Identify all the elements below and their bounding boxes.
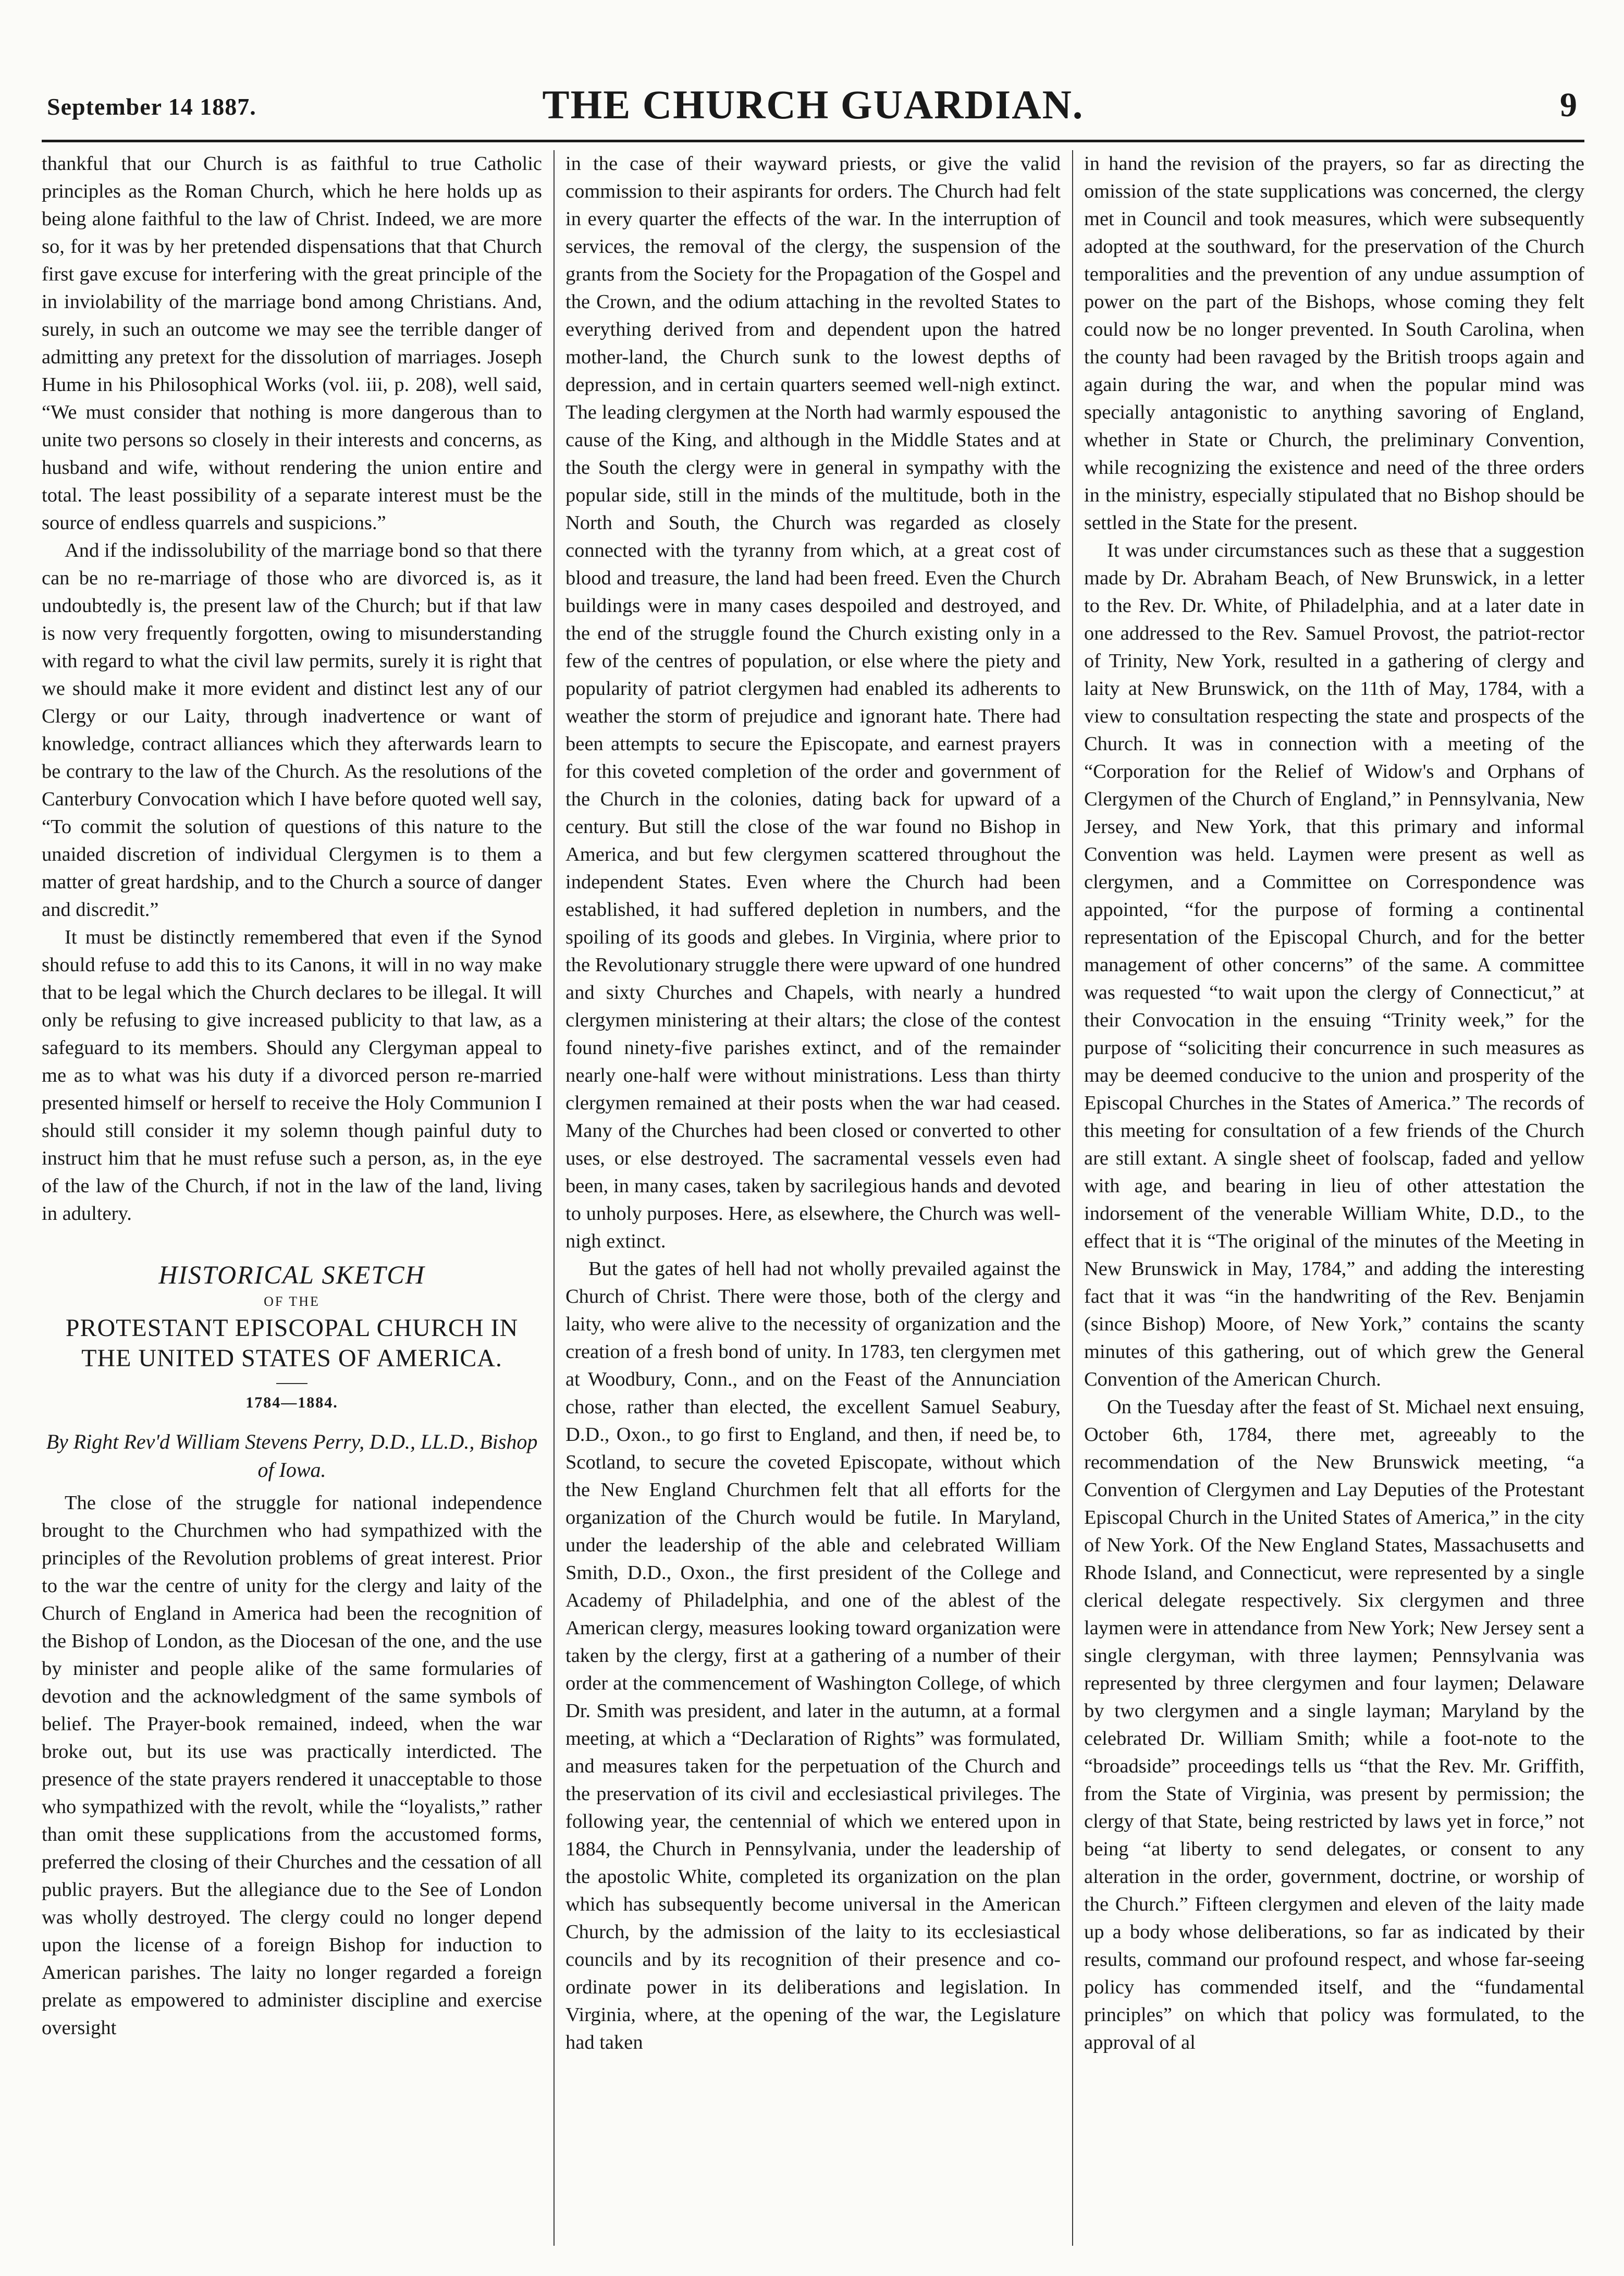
- sketch-heading: PROTESTANT EPISCOPAL CHURCH IN THE UNITED STATES OF AMERICA.: [65, 1314, 519, 1372]
- paragraph: in hand the revision of the prayers, so far as directing the omission of the state supplications was concerned, the clergy met in Council and took measures, which were subsequently adopted at the southward, for the preservation of the Church temporalities and the prevention of any undue assumption of power on the part of the Bishops, whose coming they felt could now be no longer prevented. In South Carolina, when the county had been ravaged by the British troops again and again during the war, and when the popular mind was specially antagonistic to anything savoring of England, whether in State or Church, the preliminary Convention, while recognizing the existence and need of the three orders in the ministry, especially stipulated that no Bishop should be settled in the State for the present.: [1084, 153, 1584, 534]
- sketch-years: 1784—1884.: [245, 1394, 338, 1411]
- column-divider: [1072, 150, 1073, 2246]
- column-1: [42, 150, 542, 2246]
- paragraph: It was under circumstances such as these that a suggestion made by Dr. Abraham Beach, of New Brunswick, in a letter to the Rev. Dr. White, of Philadelphia, and at a later date in one addressed to the Rev. Samuel Provost, the patriot-rector of Trinity, New York, resulted in a gathering of clergy and laity at New Brunswick, on the 11th of May, 1784, with a view to consultation respecting the state and prospects of the Church. It was in connection with a meeting of the “Corporation for the Relief of Widow's and Orphans of Clergymen of the Church of England,” in Pennsylvania, New Jersey, and New York, that this primary and informal Convention was held. Laymen were present as well as clergymen, and a Committee on Correspondence was appointed, “for the purpose of forming a continental representation of the Episcopal Church, and for the better management of other concerns” of the same. A committee was requested “to wait upon the clergy of Connecticut,” at their Convocation in the ensuing “Trinity week,” for the purpose of “soliciting their concurrence in such measures as may be deemed conducive to the union and prosperity of the Episcopal Churches in the States of America.” The records of this meeting for consultation of a few friends of the Church are still extant. A single sheet of foolscap, faded and yellow with age, and bearing in lieu of other attestation the indorsement of the venerable William White, D.D., to the effect that it is “The original of the minutes of the Meeting in New Brunswick in May, 1784,” and adding the interesting fact that it was “in the handwriting of the Rev. Benjamin (since Bishop) Moore, of New York,” contains the scanty minutes of this gathering, out of which grew the General Convention of the American Church.: [1084, 540, 1584, 1390]
- paragraph: On the Tuesday after the feast of St. Michael next ensuing, October 6th, 1784, there met, agreeably to the recommendation of the New Brunswick meeting, “a Convention of Clergymen and Lay Deputies of the Protestant Episcopal Church in the United States of America,” in the city of New York. Of the New England States, Massachusetts and Rhode Island, and Connecticut, were represented by a single clerical delegate respectively. Six clergymen and three laymen were in attendance from New York; New Jersey sent a single clergyman, with three laymen; Pennsylvania was represented by three clergymen and four laymen; Delaware by two clergymen and a single layman; Maryland by the celebrated Dr. William Smith; while a foot-note to the “broadside” proceedings tells us “that the Rev. Mr. Griffith, from the State of Virginia, was present by permission; the clergy of that State, being restricted by laws yet in force,” not being “at liberty to send delegates, or consent to any alteration in the order, government, doctrine, or worship of the Church.” Fifteen clergymen and eleven of the laity made up a body whose deliberations, so far as indicated by their results, command our profound respect, and whose far-seeing policy has commended itself, and the “fundamental principles” on which that policy was formulated, to the approval of al: [1084, 1396, 1584, 2053]
- sketch-of-the: OF THE: [264, 1294, 320, 1309]
- paragraph: thankful that our Church is as faithful to true Catholic principles as the Roman Church, which he here holds up as being alone faithful to the law of Christ. Indeed, we are more so, for it was by her pretended dispensations that that Church first gave excuse for interfering with the great principle of the in inviolability of the marriage bond among Christians. And, surely, in such an outcome we may see the terrible danger of admitting any pretext for the dissolution of marriages. Joseph Hume in his Philosophical Works (vol. iii, p. 208), well said, “We must consider that nothing is more dangerous than to unite two persons so closely in their interests and concerns, as husband and wife, without rendering the union entire and total. The least possibility of a separate interest must be the source of endless quarrels and suspicions.”: [42, 153, 542, 534]
- heading-divider: [276, 1383, 307, 1384]
- paragraph: But the gates of hell had not wholly prevailed against the Church of Christ. There were those, both of the clergy and laity, who were alive to the necessity of organization and the creation of a fresh bond of unity. In 1783, ten clergymen met at Woodbury, Conn., and on the Feast of the Annunciation chose, rather than elected, the excellent Samuel Seabury, D.D., Oxon., to go first to England, and then, if need be, to Scotland, to secure the coveted Episcopate, without which the New England Churchmen felt that all efforts for the organization of the Church would be futile. In Maryland, under the leadership of the able and celebrated William Smith, D.D., Oxon., the first president of the College and Academy of Philadelphia, and one of the ablest of the American clergy, measures looking toward organization were taken by the clergy, first at a gathering of a number of their order at the commencement of Washington College, of which Dr. Smith was president, and later in the autumn, at a formal meeting, at which a “Declaration of Rights” was formulated, and measures taken for the perpetuation of the Church and the preservation of its civil and ecclesiastical privileges. The following year, the centennial of which we entered upon in 1884, the Church in Pennsylvania, under the leadership of the apostolic White, completed its organization on the plan which has subsequently become universal in the American Church, by the admission of the laity to its ecclesiastical councils and by its recognition of their presence and co-ordinate power in its deliberations and legislation. In Virginia, where, at the opening of the war, the Legislature had taken: [565, 1258, 1061, 2053]
- paragraph: It must be distinctly remembered that even if the Synod should refuse to add this to its Canons, it will in no way make that to be legal which the Church declares to be illegal. It will only be refusing to give increased publicity to that law, as a safeguard to its members. Should any Clergyman appeal to me as to what was his duty if a divorced person re-married presented himself or herself to receive the Holy Communion I should still consider it my solemn though painful duty to instruct him that he must refuse such a person, as, in the eye of the law of the Church, if not in the law of the land, living in adultery.: [42, 926, 542, 1225]
- paragraph: The close of the struggle for national independence brought to the Churchmen who had sympathized with the principles of the Revolution problems of great interest. Prior to the war the centre of unity for the clergy and laity of the Church of England in America had been the recognition of the Bishop of London, as the Diocesan of the one, and the use by minister and people alike of the same formularies of devotion and the acknowledgment of the same symbols of belief. The Prayer-book remained, indeed, when the war broke out, but its use was practically interdicted. The presence of the state prayers rendered it unacceptable to those who sympathized with the revolt, while the “loyalists,” rather than omit these supplications from the accustomed forms, preferred the closing of their Churches and the cessation of all public prayers. But the allegiance due to the See of London was wholly destroyed. The clergy could no longer depend upon the license of a foreign Bishop for induction to American parishes. The laity no longer regarded a foreign prelate as empowered to administer discipline and exercise oversight: [42, 1492, 542, 2039]
- column-2: [565, 150, 1061, 2246]
- paragraph: in the case of their wayward priests, or give the valid commission to their aspirants for orders. The Church had felt in every quarter the effects of the war. In the interruption of services, the removal of the clergy, the suspension of the grants from the Society for the Propagation of the Gospel and the Crown, and the odium attaching in the revolted States to everything derived from and dependent upon the hatred mother-land, the Church sunk to the lowest depths of depression, and in certain quarters seemed well-nigh extinct. The leading clergymen at the North had warmly espoused the cause of the King, and although in the Middle States and at the South the clergy were in general in sympathy with the popular side, still in the minds of the multitude, both in the North and South, the Church was regarded as closely connected with the tyranny from which, at a great cost of blood and treasure, the land had been freed. Even the Church buildings were in many cases despoiled and destroyed, and the end of the struggle found the Church existing only in a few of the centres of population, or else where the piety and popularity of patriot clergymen had enabled its adherents to weather the storm of prejudice and ignorant hate. There had been attempts to secure the Episcopate, and earnest prayers for this coveted completion of the order and government of the Church in the colonies, dating back for upward of a century. But still the close of the war found no Bishop in America, and but few clergymen scattered throughout the independent States. Even where the Church had been established, it had suffered depletion in numbers, and the spoiling of its goods and glebes. In Virginia, where prior to the Revolutionary struggle there were upward of one hundred and sixty Churches and Chapels, with nearly a hundred clergymen ministering at their altars; the close of the contest found ninety-five parishes extinct, and of the remainder nearly one-half were without ministrations. Less than thirty clergymen remained at their posts when the war had ceased. Many of the Churches had been closed or converted to other uses, or else destroyed. The sacramental vessels even had been, in many cases, taken by sacrilegious hands and devoted to unholy purposes. Here, as elsewhere, the Church was well-nigh extinct.: [565, 153, 1061, 1252]
- sketch-title: HISTORICAL SKETCH: [158, 1260, 425, 1289]
- page-number: 9: [1560, 86, 1577, 124]
- masthead: [42, 78, 1584, 142]
- author-byline: By Right Rev'd William Stevens Perry, D.D., LL.D., Bishop of Iowa.: [46, 1430, 538, 1482]
- newspaper-title: THE CHURCH GUARDIAN.: [542, 82, 1084, 127]
- issue-date: September 14 1887.: [47, 93, 256, 120]
- paragraph: And if the indissolubility of the marriage bond so that there can be no re-marriage of those who are divorced is, as it undoubtedly is, the present law of the Church; but if that law is now very frequently forgotten, owing to misunderstanding with regard to what the civil law permits, surely it is right that we should make it more evident and distinct lest any of our Clergy or our Laity, through inadvertence or want of knowledge, contract alliances which they afterwards learn to be contrary to the law of the Church. As the resolutions of the Canterbury Convocation which I have before quoted well say, “To commit the solution of questions of this nature to the unaided discretion of individual Clergymen is to them a matter of great hardship, and to the Church a source of danger and discredit.”: [42, 540, 542, 921]
- column-3: [1084, 150, 1584, 2246]
- article-columns: [42, 150, 1584, 2246]
- column-divider: [553, 150, 555, 2246]
